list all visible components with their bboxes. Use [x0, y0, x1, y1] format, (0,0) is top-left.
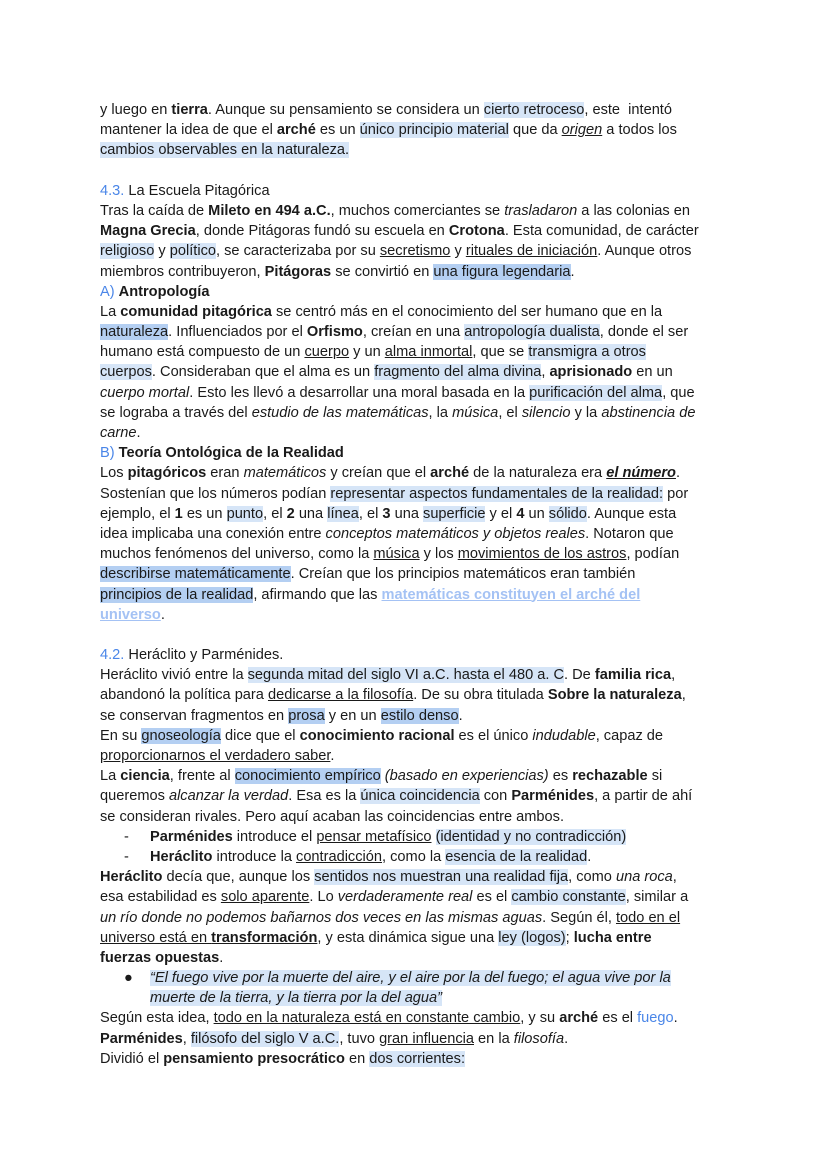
text-run: silencio — [521, 404, 571, 421]
text-line — [100, 887, 740, 907]
text-run: esa estabilidad es — [100, 889, 221, 906]
text-line — [100, 726, 740, 746]
bold-text: arché — [430, 465, 470, 482]
bold-text: transformación — [211, 929, 318, 946]
bold-text: familia rica — [594, 667, 672, 684]
link[interactable]: matemáticas constituyen el arché del — [381, 586, 641, 603]
text-run: , que — [662, 384, 695, 401]
text-run: . Esa es la — [288, 788, 361, 805]
text-line — [100, 201, 740, 221]
text-line — [100, 665, 740, 685]
text-line — [100, 342, 740, 362]
highlighted-text: antropología dualista — [464, 324, 600, 341]
text-run: Heráclito y Parménides. — [124, 647, 284, 664]
text-line — [100, 625, 740, 645]
text-run: . Creían que los principios matemáticos eran también — [290, 566, 636, 583]
text-run: abandonó la política para — [100, 687, 268, 704]
bold-text: fuerzas opuestas — [100, 949, 220, 966]
text-run: movimientos de los astros — [457, 546, 627, 563]
text-line — [100, 786, 740, 806]
text-run: alcanzar la verdad — [168, 788, 289, 805]
text-run: Tras la caída de — [100, 202, 209, 219]
text-line — [100, 120, 740, 140]
text-run: La Escuela Pitagórica — [124, 182, 270, 199]
text-line — [100, 908, 740, 928]
highlighted-text: cuerpos — [100, 364, 152, 381]
bold-text: pensamiento presocrático — [163, 1050, 345, 1067]
list-item — [100, 827, 740, 847]
text-line — [100, 161, 740, 181]
text-run: dedicarse a la filosofía — [267, 687, 414, 704]
text-run: . Consideraban que el alma es un — [151, 364, 375, 381]
text-run — [432, 829, 436, 845]
text-run: universo está en — [100, 929, 212, 946]
bold-text: lucha entre — [573, 929, 652, 946]
text-run: . Notaron que — [585, 525, 674, 542]
text-line — [100, 928, 740, 948]
text-run: es el — [598, 1010, 638, 1027]
text-line — [100, 362, 740, 382]
text-run: y el — [485, 505, 517, 522]
text-run: si — [647, 768, 663, 785]
bold-text: arché — [276, 122, 316, 139]
text-run: ejemplo, el — [100, 505, 175, 522]
highlighted-text: superficie — [423, 505, 486, 522]
text-run: . — [673, 1010, 678, 1027]
text-line — [100, 383, 740, 403]
text-run: humano está compuesto de un — [100, 344, 305, 361]
text-run: es un — [315, 122, 360, 139]
text-run: proporcionarnos el verdadero saber — [100, 748, 331, 764]
bold-text: pitagóricos — [127, 465, 207, 482]
text-run: estudio de las matemáticas — [251, 404, 429, 421]
dash-bullet: - — [124, 828, 129, 845]
text-line — [100, 1029, 740, 1049]
document-page — [100, 100, 740, 1069]
text-run: Sostenían que los números podían — [100, 485, 331, 502]
text-run: , donde el ser — [599, 324, 689, 341]
text-run: origen — [561, 122, 603, 139]
text-run: Los — [100, 465, 128, 482]
text-run: dice que el — [220, 727, 300, 744]
text-run: en la — [474, 1030, 514, 1047]
text-line — [100, 807, 740, 827]
text-run: , similar a — [625, 889, 689, 906]
highlighted-text: cierto retroceso — [483, 102, 585, 118]
bold-text: comunidad pitagórica — [120, 303, 272, 320]
text-run: y — [450, 243, 466, 260]
bold-text: 2 — [286, 505, 295, 522]
highlighted-text: cambios observables en la naturaleza. — [100, 142, 350, 159]
text-run: se convirtió en — [331, 263, 434, 280]
bold-text: rechazable — [572, 768, 648, 785]
text-run: y creían que el — [326, 465, 431, 482]
text-line — [100, 544, 740, 564]
text-run: cuerpo — [304, 344, 350, 361]
bold-text: 1 — [174, 505, 183, 522]
text-run: verdaderamente real — [337, 889, 473, 906]
text-run: . Aunque otros — [597, 243, 692, 260]
bold-text: Parménides — [150, 828, 233, 845]
text-run: . — [160, 606, 165, 623]
text-run: . — [564, 1030, 569, 1047]
text-run: se lograba a través del — [100, 404, 252, 421]
text-run: y en un — [324, 707, 381, 724]
text-run: . — [458, 707, 463, 724]
section-number: B) — [100, 445, 115, 462]
text-run: . De — [564, 667, 595, 684]
text-run: indudable — [532, 727, 596, 744]
text-run: se centró más en el conocimiento del ser humano que en la — [271, 303, 663, 320]
text-run: pensar metafísico — [316, 828, 432, 845]
text-run: una — [294, 505, 328, 522]
text-run: eran — [206, 465, 244, 482]
highlighted-text: principios de la realidad — [100, 586, 254, 603]
text-run: cuerpo mortal — [100, 384, 190, 401]
bullet-icon: ● — [124, 970, 133, 987]
text-run: , creían en una — [362, 324, 465, 341]
text-line — [100, 685, 740, 705]
text-run: muchos fenómenos del universo, como la — [100, 546, 374, 563]
bold-text: 4 — [516, 505, 525, 522]
text-run: (basado en experiencias) — [384, 768, 549, 785]
text-line — [100, 948, 740, 968]
bold-text: Mileto en 494 a.C. — [208, 202, 331, 219]
text-run: es — [548, 768, 573, 785]
text-run: idea implicaba una conexión entre — [100, 525, 326, 542]
text-run: todo en la naturaleza está en constante cambio — [213, 1010, 521, 1027]
highlighted-text: naturaleza — [100, 324, 169, 341]
text-run: La — [100, 303, 121, 320]
text-run: con — [479, 788, 512, 805]
list-item — [100, 847, 740, 867]
text-run: , como — [568, 869, 616, 886]
bold-text: aprisionado — [549, 364, 633, 381]
highlighted-text: (identidad y no contradicción) — [435, 828, 627, 845]
text-run: , el — [358, 505, 383, 522]
bold-text: conocimiento racional — [299, 727, 455, 744]
highlighted-text: segunda mitad del siglo VI a.C. hasta el 480 a. C — [247, 667, 565, 684]
text-run: en — [344, 1050, 370, 1067]
highlighted-text: describirse matemáticamente — [100, 566, 291, 583]
highlighted-text: ley (logos) — [498, 929, 566, 946]
bold-text: 3 — [382, 505, 391, 522]
text-run: es un — [182, 505, 227, 522]
text-run: , muchos comerciantes se — [330, 202, 505, 219]
bold-text: arché — [559, 1010, 599, 1027]
text-run: se conservan fragmentos en — [100, 707, 289, 724]
text-run: y — [154, 243, 170, 260]
bold-text: Teoría Ontológica de la Realidad — [118, 445, 344, 462]
text-line — [100, 1049, 740, 1069]
text-run: abstinencia de — [601, 404, 696, 421]
text-run: un río donde no podemos bañarnos dos veces en las mismas aguas — [100, 909, 543, 926]
text-line — [100, 302, 740, 322]
text-run: . De su obra titulada — [413, 687, 548, 704]
text-line — [100, 181, 740, 201]
text-run: y un — [349, 344, 385, 361]
text-run: solo aparente — [220, 889, 310, 906]
text-run: y los — [419, 546, 458, 563]
text-line — [100, 524, 740, 544]
text-line — [100, 706, 740, 726]
highlighted-text: prosa — [288, 707, 325, 724]
text-line — [100, 585, 740, 605]
text-run: , — [672, 869, 677, 886]
bold-text: Parménides — [511, 788, 595, 805]
highlighted-text: gnoseología — [141, 727, 221, 744]
text-run: , este intentó — [584, 102, 672, 118]
text-run: música — [373, 546, 420, 563]
bold-text: tierra — [171, 102, 208, 118]
text-run: . — [219, 949, 224, 966]
text-run: rituales de iniciación — [465, 243, 598, 260]
text-run: , capaz de — [595, 727, 664, 744]
text-run: filosofía — [513, 1030, 565, 1047]
text-line — [100, 140, 740, 160]
highlighted-text: religioso — [100, 243, 155, 260]
text-run: matemáticos — [243, 465, 327, 482]
text-line — [100, 100, 740, 120]
highlighted-text: una figura legendaria — [433, 263, 571, 280]
highlighted-text: “El fuego vive por la muerte del aire, y el aire por la del fuego; el agua vive por la — [150, 970, 671, 987]
text-run: en un — [632, 364, 673, 381]
text-run: a todos los — [602, 122, 677, 139]
text-run: mantener la idea de que el — [100, 122, 277, 139]
highlighted-text: muerte de la tierra, y la tierra por la del agua” — [150, 990, 443, 1007]
text-run: . Aunque su pensamiento se considera un — [207, 102, 484, 118]
text-line — [100, 605, 740, 625]
bold-text: Heráclito — [100, 869, 163, 886]
text-run: ; — [565, 929, 574, 946]
text-run: , el — [263, 505, 287, 522]
text-run: es el — [472, 889, 512, 906]
highlighted-text: filósofo del siglo V a.C. — [190, 1030, 340, 1047]
text-line — [100, 484, 740, 504]
text-run: a las colonias en — [577, 202, 690, 219]
highlighted-text: única coincidencia — [360, 788, 480, 805]
highlighted-text: línea — [327, 505, 359, 522]
text-run: . Influenciados por el — [168, 324, 307, 341]
text-line — [100, 463, 740, 483]
text-run: , como la — [382, 848, 446, 865]
text-run: . Lo — [309, 889, 338, 906]
text-run: La — [100, 768, 121, 785]
text-run: queremos — [100, 788, 169, 805]
text-run: , podían — [626, 546, 680, 563]
text-line — [100, 746, 740, 766]
text-run: y la — [570, 404, 602, 421]
text-line — [100, 645, 740, 665]
text-run: . Esta comunidad, de carácter — [504, 223, 699, 240]
text-line — [100, 282, 740, 302]
text-run: , se caracterizaba por su — [216, 243, 380, 260]
text-run: , — [182, 1030, 191, 1047]
highlighted-text: fragmento del alma divina — [374, 364, 542, 381]
text-run: trasladaron — [504, 202, 578, 219]
text-line — [100, 262, 740, 282]
text-run: , y su — [520, 1010, 560, 1027]
text-run: conceptos matemáticos y objetos reales — [325, 525, 586, 542]
bold-text: Parménides — [100, 1030, 183, 1047]
bold-text: Antropología — [118, 283, 210, 300]
highlighted-text: purificación del alma — [529, 384, 663, 401]
text-run: . — [675, 465, 681, 482]
text-line — [100, 241, 740, 261]
section-number: 4.2. — [100, 647, 125, 664]
text-run: , — [671, 667, 676, 684]
highlighted-text: conocimiento empírico — [234, 768, 381, 785]
text-line — [100, 988, 740, 1008]
text-line — [100, 423, 740, 443]
text-run: , — [541, 364, 550, 381]
dash-bullet: - — [124, 848, 129, 865]
text-run: introduce el — [232, 828, 317, 845]
text-run: . — [136, 425, 141, 441]
text-run: alma inmortal — [384, 344, 473, 361]
highlighted-text: dos corrientes: — [369, 1050, 465, 1067]
bold-text: ciencia — [120, 768, 170, 785]
highlighted-text: esencia de la realidad — [445, 848, 588, 865]
section-number: 4.3. — [100, 182, 125, 199]
highlighted-text: estilo denso — [380, 707, 459, 724]
text-line — [100, 443, 740, 463]
text-run: es el único — [454, 727, 533, 744]
text-run: . — [330, 748, 335, 764]
text-run: , que se — [472, 344, 529, 361]
text-run: y luego en — [100, 102, 172, 118]
highlighted-text: sentidos nos muestran una realidad fija — [314, 869, 569, 886]
section-number: A) — [100, 283, 115, 300]
list-item — [100, 968, 740, 988]
highlighted-text: sólido — [548, 505, 587, 522]
bold-text: el número — [606, 465, 676, 482]
text-line — [100, 504, 740, 524]
text-run: , tuvo — [339, 1030, 380, 1047]
text-run: una — [390, 505, 424, 522]
highlighted-text: representar aspectos fundamentales de la realidad: — [330, 485, 664, 502]
text-run: Según esta idea, — [100, 1010, 214, 1027]
text-run: música — [452, 404, 499, 421]
text-line — [100, 322, 740, 342]
text-line — [100, 867, 740, 887]
text-run: , — [681, 687, 686, 704]
text-run: miembros contribuyeron, — [100, 263, 265, 280]
text-run: . — [587, 848, 592, 865]
text-run: contradicción — [296, 848, 383, 865]
text-run: una roca — [615, 869, 673, 886]
text-run: introduce la — [212, 848, 297, 865]
text-run: decía que, aunque los — [162, 869, 315, 886]
text-run: , y esta dinámica sigue una — [317, 929, 499, 946]
text-run: , a partir de ahí — [594, 788, 693, 805]
highlighted-text: único principio material — [359, 122, 509, 139]
text-run: , la — [428, 404, 453, 421]
text-run: . Esto les llevó a desarrollar una moral basada en la — [189, 384, 530, 401]
link[interactable]: universo — [100, 606, 161, 623]
text-run: . — [570, 263, 575, 280]
text-run: , donde Pitágoras fundó su escuela en — [195, 223, 449, 240]
text-run: un — [524, 505, 549, 522]
text-run: que da — [508, 122, 562, 139]
text-line — [100, 766, 740, 786]
text-run: , frente al — [169, 768, 235, 785]
bold-text: Magna Grecia — [100, 223, 196, 240]
text-run: En su — [100, 727, 142, 744]
highlighted-text: político — [169, 243, 217, 260]
text-run: . Según él, — [542, 909, 616, 926]
bold-text: Sobre la naturaleza — [547, 687, 682, 704]
bold-text: Orfismo — [306, 324, 363, 341]
section-number: fuego — [637, 1010, 674, 1027]
text-run: de la naturaleza era — [469, 465, 607, 482]
bold-text: Crotona — [448, 223, 505, 240]
text-line — [100, 564, 740, 584]
highlighted-text: cambio constante — [511, 889, 626, 906]
text-run: , el — [498, 404, 522, 421]
text-run: se consideran rivales. Pero aquí acaban las coincidencias entre ambos. — [100, 808, 565, 825]
text-run: Heráclito vivió entre la — [100, 667, 248, 684]
text-run: por — [663, 485, 689, 502]
text-run: carne — [100, 425, 137, 441]
text-line — [100, 1008, 740, 1028]
highlighted-text: transmigra a otros — [528, 344, 646, 361]
bold-text: Pitágoras — [264, 263, 332, 280]
text-line — [100, 403, 740, 423]
text-run: gran influencia — [379, 1030, 474, 1047]
text-line — [100, 221, 740, 241]
text-run: , afirmando que las — [253, 586, 382, 603]
text-run: Dividió el — [100, 1050, 164, 1067]
text-run: secretismo — [379, 243, 451, 260]
text-run: todo en el — [615, 909, 681, 926]
bold-text: Heráclito — [150, 848, 213, 865]
text-run: . Aunque esta — [586, 505, 677, 522]
highlighted-text: punto — [226, 505, 264, 522]
